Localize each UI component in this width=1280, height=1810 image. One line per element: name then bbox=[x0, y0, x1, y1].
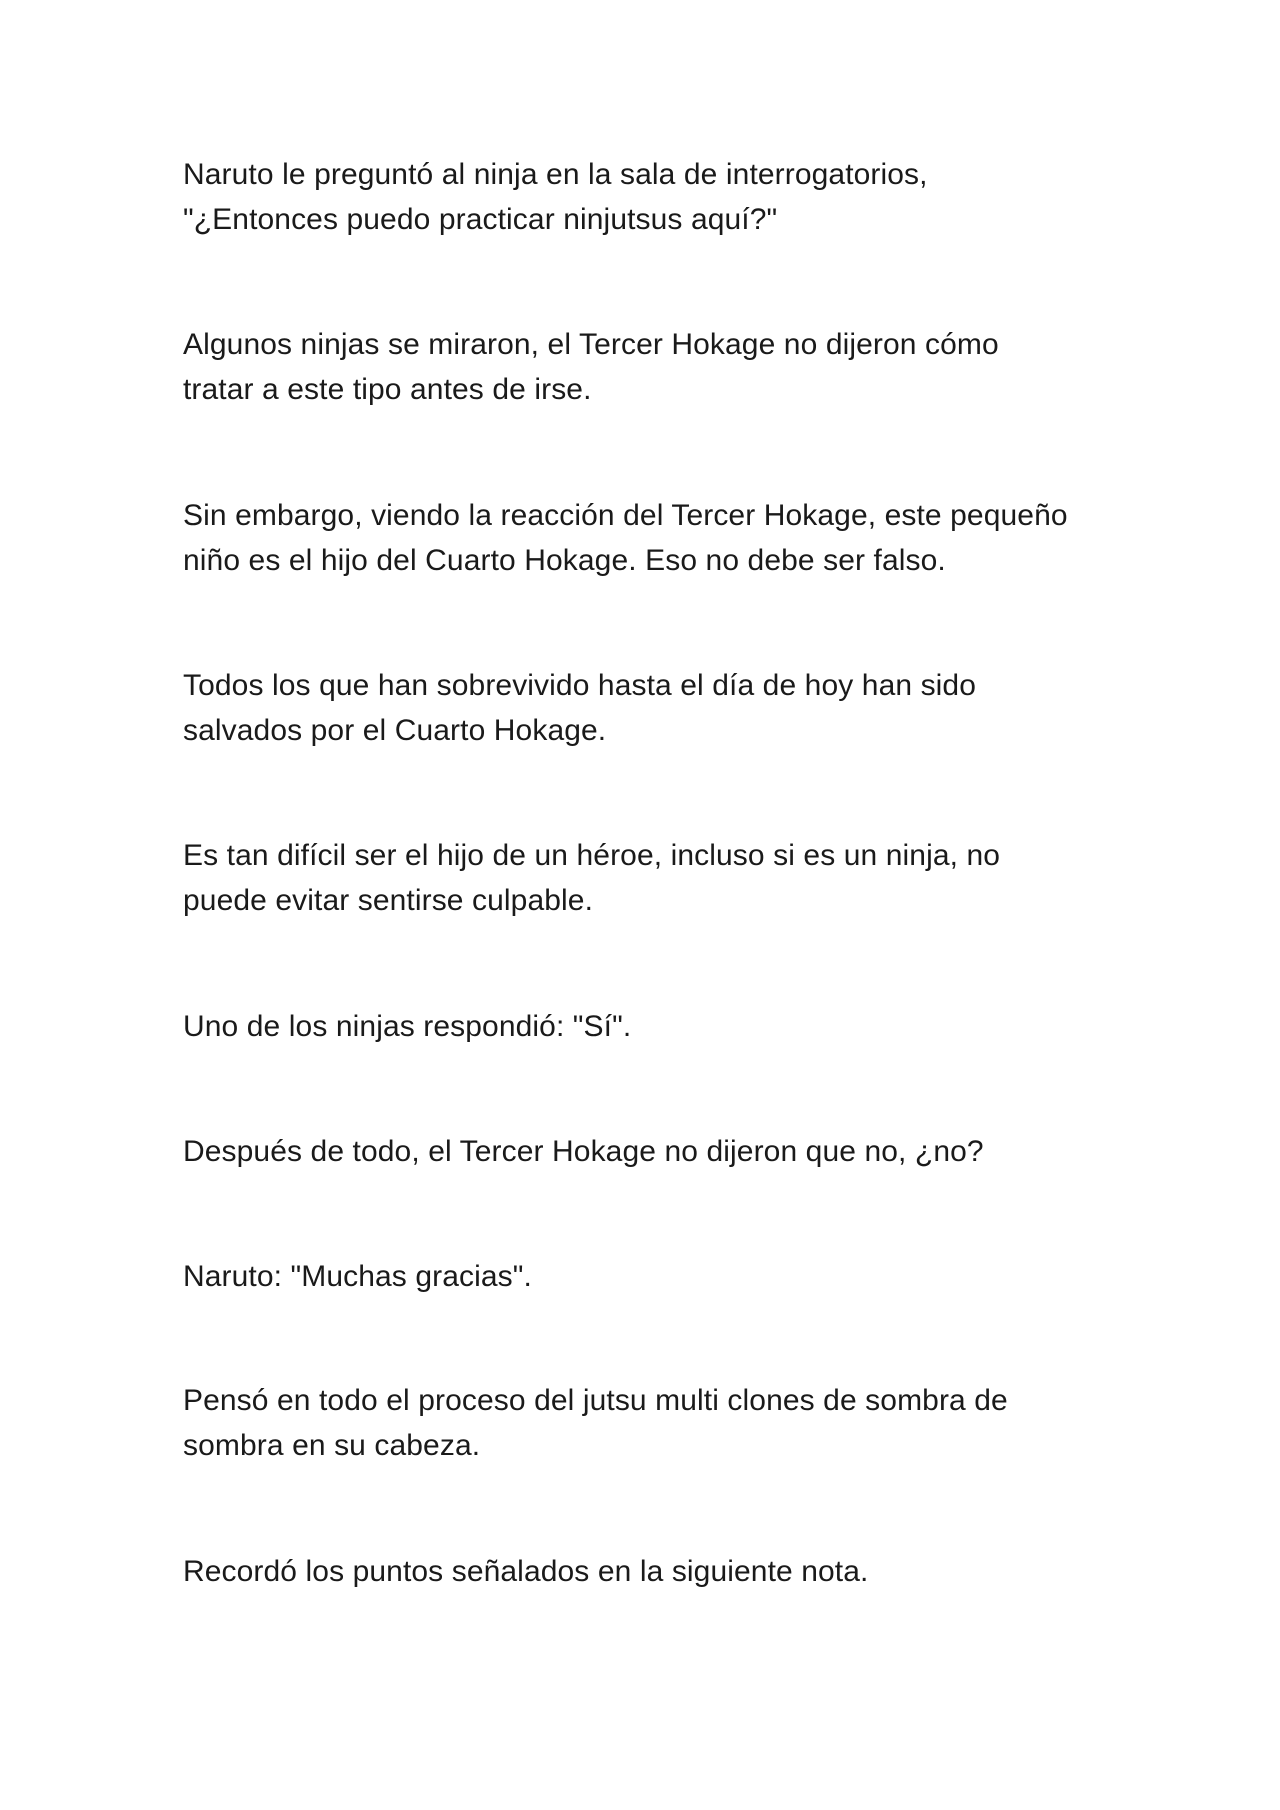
paragraph-line: Es tan difícil ser el hijo de un héroe, incluso si es un ninja, no bbox=[183, 839, 1001, 872]
paragraph-line: Pensó en todo el proceso del jutsu multi clones de sombra de bbox=[183, 1384, 1008, 1417]
paragraph-line: tratar a este tipo antes de irse. bbox=[183, 373, 592, 406]
paragraph-6 bbox=[183, 1004, 1113, 1049]
paragraph-line: niño es el hijo del Cuarto Hokage. Eso no debe ser falso. bbox=[183, 544, 946, 577]
paragraph-line: Después de todo, el Tercer Hokage no dijeron que no, ¿no? bbox=[183, 1135, 984, 1168]
paragraph-line: Sin embargo, viendo la reacción del Tercer Hokage, este pequeño bbox=[183, 499, 1068, 532]
paragraph-1 bbox=[183, 152, 1113, 242]
paragraph-9 bbox=[183, 1378, 1113, 1468]
paragraph-line: Algunos ninjas se miraron, el Tercer Hokage no dijeron cómo bbox=[183, 328, 999, 361]
paragraph-line: sombra en su cabeza. bbox=[183, 1429, 481, 1462]
paragraph-line: salvados por el Cuarto Hokage. bbox=[183, 714, 607, 747]
paragraph-line: Todos los que han sobrevivido hasta el día de hoy han sido bbox=[183, 669, 977, 702]
paragraph-5 bbox=[183, 833, 1113, 923]
paragraph-line: Naruto: "Muchas gracias". bbox=[183, 1260, 532, 1293]
paragraph-line: Uno de los ninjas respondió: "Sí". bbox=[183, 1010, 632, 1043]
paragraph-10 bbox=[183, 1549, 1113, 1594]
paragraph-line: puede evitar sentirse culpable. bbox=[183, 884, 594, 917]
paragraph-3 bbox=[183, 493, 1113, 583]
paragraph-2 bbox=[183, 322, 1113, 412]
paragraph-line: Recordó los puntos señalados en la siguiente nota. bbox=[183, 1555, 869, 1588]
paragraph-7 bbox=[183, 1129, 1113, 1174]
paragraph-8 bbox=[183, 1254, 1113, 1299]
paragraph-line: "¿Entonces puedo practicar ninjutsus aquí?" bbox=[183, 203, 778, 236]
paragraph-4 bbox=[183, 663, 1113, 753]
paragraph-line: Naruto le preguntó al ninja en la sala de interrogatorios, bbox=[183, 158, 928, 191]
